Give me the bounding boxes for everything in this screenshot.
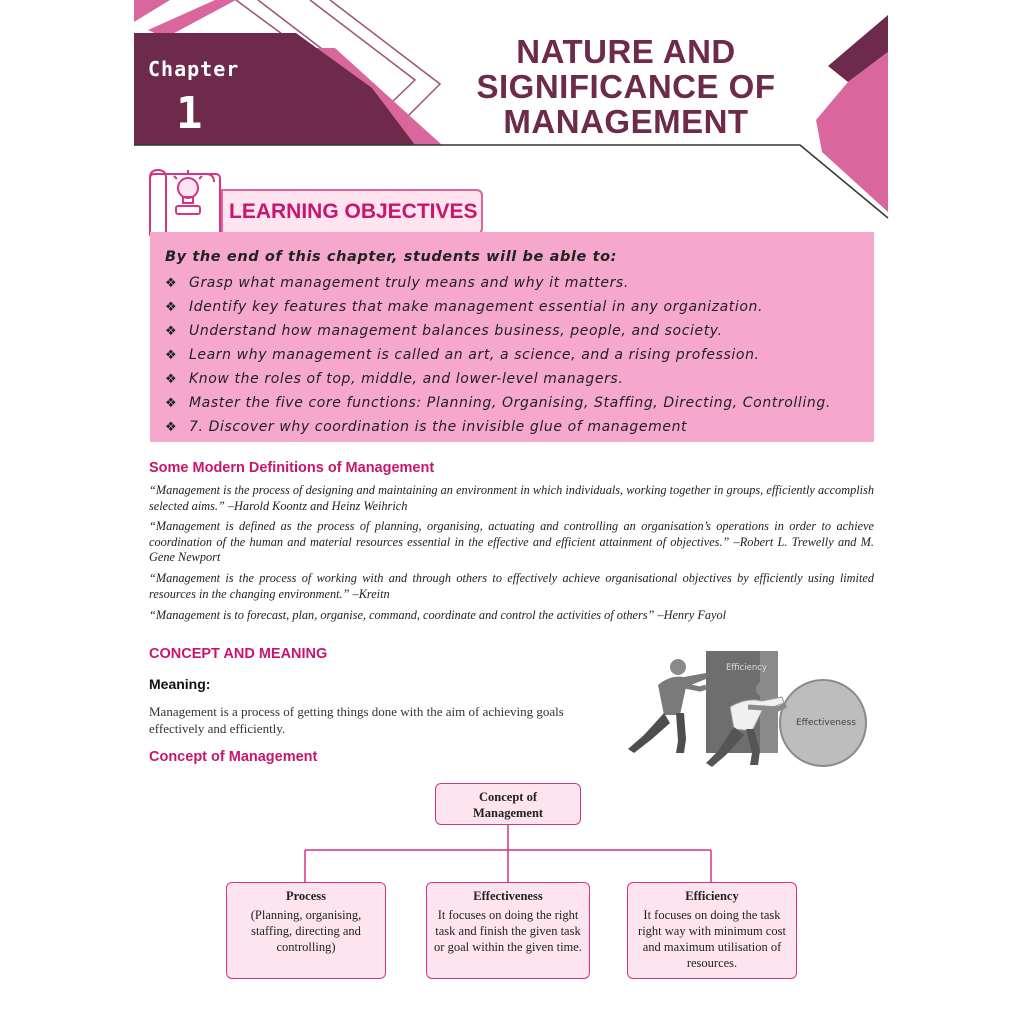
person-pushing-block-icon <box>628 659 706 753</box>
lightbulb-scroll-icon <box>150 170 220 238</box>
concept-box-effectiveness <box>426 882 590 979</box>
definition-quote-trewelly: “Management is defined as the process of planning, organising, actuating and controlling an organisation’s operations in order to achieve coordination of the human and material resources essential in the effective and efficient attainment of objectives.” –Robert L. Trewelly and M. Gene Newport <box>149 519 874 564</box>
learning-objectives-heading: LEARNING OBJECTIVES <box>229 200 478 223</box>
chapter-title-line-2: SIGNIFICANCE OF <box>476 68 776 105</box>
chapter-title <box>445 34 807 139</box>
definition-quote-kreitn: “Management is the process of working with and through others to effectively achieve organisational objectives by efficiently using limited resources in the changing environment.” –Kreitn <box>149 571 874 601</box>
chapter-title-line-3: MANAGEMENT <box>503 103 749 140</box>
block-label: Efficiency <box>726 663 767 673</box>
concept-root-line-2: Management <box>472 806 544 820</box>
meaning-label: Meaning: <box>149 676 211 692</box>
chapter-label: Chapter <box>148 57 240 81</box>
concept-root-box <box>435 783 581 825</box>
diamond-bullet-icon: ❖ <box>165 324 178 339</box>
concept-box-text: (Planning, organising, staffing, directing and controlling) <box>250 908 362 954</box>
diamond-bullet-icon: ❖ <box>165 348 178 363</box>
concept-box-title: Effectiveness <box>473 889 543 903</box>
learning-objectives-list <box>165 274 831 442</box>
list-item: ❖ Understand how management balances business, people, and society. <box>165 323 723 339</box>
chapter-number: 1 <box>176 88 203 139</box>
learning-objectives-intro: By the end of this chapter, students will be able to: <box>165 249 618 265</box>
concept-box-title: Process <box>285 889 327 903</box>
definition-quote-fayol: “Management is to forecast, plan, organise, command, coordinate and control the activities of others” –Henry Fayol <box>149 608 727 622</box>
list-item: ❖ Master the five core functions: Planning, Organising, Staffing, Directing, Controlling. <box>165 395 831 411</box>
list-item: ❖ 7. Discover why coordination is the invisible glue of management <box>165 419 688 435</box>
concept-subheading: Concept of Management <box>149 749 318 765</box>
chapter-title-line-1: NATURE AND <box>516 33 736 70</box>
diamond-bullet-icon: ❖ <box>165 372 178 387</box>
concept-heading: CONCEPT AND MEANING <box>149 646 328 662</box>
diamond-bullet-icon: ❖ <box>165 300 178 315</box>
list-item: ❖ Grasp what management truly means and why it matters. <box>165 275 629 291</box>
concept-box-title: Efficiency <box>685 889 739 903</box>
efficiency-effectiveness-illustration <box>618 645 874 775</box>
list-item: ❖ Identify key features that make management essential in any organization. <box>165 299 764 315</box>
definitions-heading: Some Modern Definitions of Management <box>149 460 435 476</box>
meaning-text: Management is a process of getting things done with the aim of achieving goals effectively and efficiently. <box>149 704 564 736</box>
ball-label: Effectiveness <box>796 718 856 728</box>
concept-root-line-1: Concept of <box>479 790 537 804</box>
list-item: ❖ Know the roles of top, middle, and lower-level managers. <box>165 371 624 387</box>
diamond-bullet-icon: ❖ <box>165 276 178 291</box>
concept-box-efficiency <box>627 882 797 979</box>
concept-box-text: It focuses on doing the task right way with minimum cost and maximum utilisation of resources. <box>638 908 786 970</box>
definition-quote-koontz: “Management is the process of designing and maintaining an environment in which individuals, working together in groups, efficiently accomplish selected aims.” –Harold Koontz and Heinz Weihrich <box>149 483 874 513</box>
concept-box-process <box>226 882 386 979</box>
diamond-bullet-icon: ❖ <box>165 420 178 435</box>
concept-box-text: It focuses on doing the right task and finish the given task or goal within the given time. <box>434 908 582 954</box>
diamond-bullet-icon: ❖ <box>165 396 178 411</box>
list-item: ❖ Learn why management is called an art, a science, and a rising profession. <box>165 347 760 363</box>
